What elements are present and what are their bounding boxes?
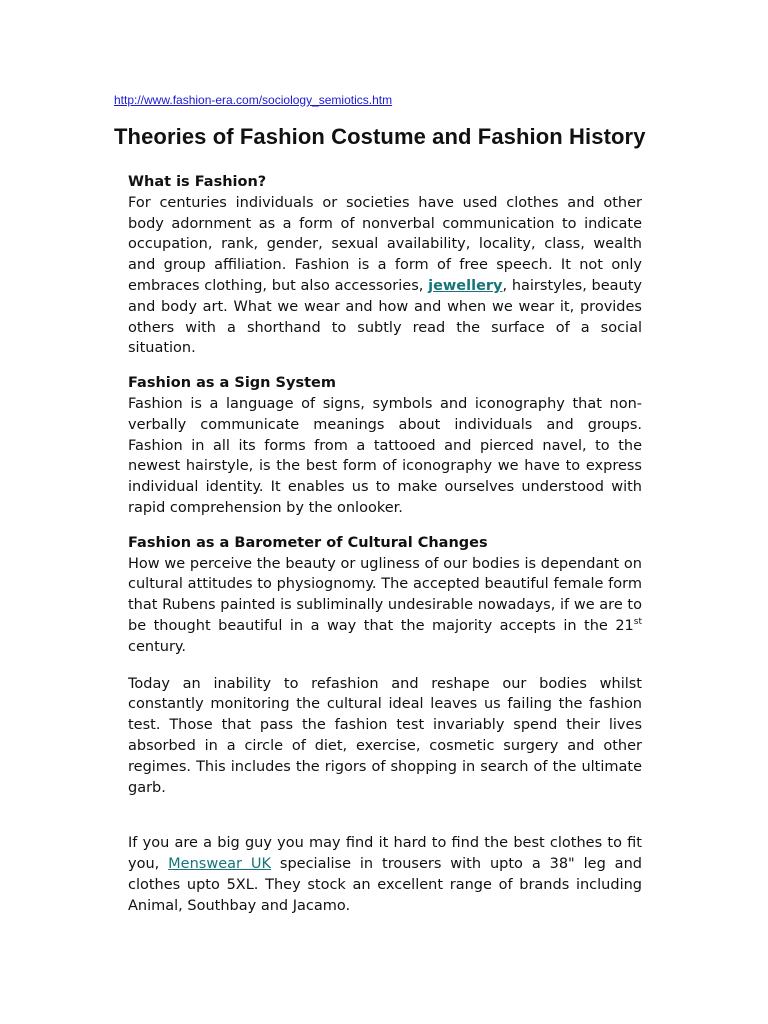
ordinal-superscript: st xyxy=(633,617,642,628)
spacer xyxy=(128,359,642,373)
section-paragraph-sign-system: Fashion is a language of signs, symbols and iconography that non-verbally communicate meanings about individuals and groups. Fashion in all its forms from a tattooed and pierced navel, to the newest hairstyle, is the best form of iconography we have to express individual identity. It enables us to make ourselves understood with rapid comprehension by the onlooker. xyxy=(128,395,642,516)
page-title: Theories of Fashion Costume and Fashion History xyxy=(114,124,646,149)
paragraph-text: specialise in trousers with upto a 38" leg and clothes upto 5XL. They stock an excellent range of brands including Animal, Southbay and Jacamo. xyxy=(128,856,642,914)
section-heading-what-is-fashion: What is Fashion? xyxy=(128,174,267,190)
paragraph-text: If you are a big guy you may find it hard to find the best clothes to fit you, xyxy=(128,835,642,873)
section-heading-sign-system: Fashion as a Sign System xyxy=(128,375,336,392)
spacer xyxy=(128,519,642,533)
spacer xyxy=(128,798,642,833)
paragraph-text: For centuries individuals or societies have used clothes and other body adornment as a form of nonverbal communication to indicate occupation, rank, gender, sexual availability, locality, class, wealth and group affiliation. Fashion is a form of free speech. It not only embraces clothing, but also accessories, xyxy=(128,194,642,294)
section-heading-barometer: Fashion as a Barometer of Cultural Changes xyxy=(128,534,488,551)
spacer xyxy=(128,658,642,674)
paragraph-text: century. xyxy=(128,638,187,655)
paragraph-text: How we perceive the beauty or ugliness of our bodies is dependant on cultural attitudes to physiognomy. The accepted beautiful female form that Rubens painted is subliminally undesirable nowadays, if we are to be thought beautiful in a way that the majority accepts in the 21 xyxy=(128,555,642,634)
paragraph-text: , hairstyles, beauty and body art. What we wear and how and when we wear it, provides others with a shorthand to subtly read the surface of a social situation. xyxy=(128,277,643,357)
section-paragraph-what-is-fashion xyxy=(128,193,642,359)
jewellery-link[interactable]: jewellery xyxy=(428,277,503,294)
section-paragraph-barometer xyxy=(128,554,642,658)
article-body xyxy=(128,172,642,917)
paragraph-menswear xyxy=(128,833,642,916)
menswear-uk-link[interactable]: Menswear UK xyxy=(168,856,271,873)
paragraph-refashion: Today an inability to refashion and reshape our bodies whilst constantly monitoring the cultural ideal leaves us failing the fashion test. Those that pass the fashion test invariably spend their lives absorbed in a circle of diet, exercise, cosmetic surgery and other regimes. This includes the rigors of shopping in search of the ultimate garb. xyxy=(128,675,642,796)
source-url-link[interactable]: http://www.fashion-era.com/sociology_semiotics.htm xyxy=(114,93,393,107)
